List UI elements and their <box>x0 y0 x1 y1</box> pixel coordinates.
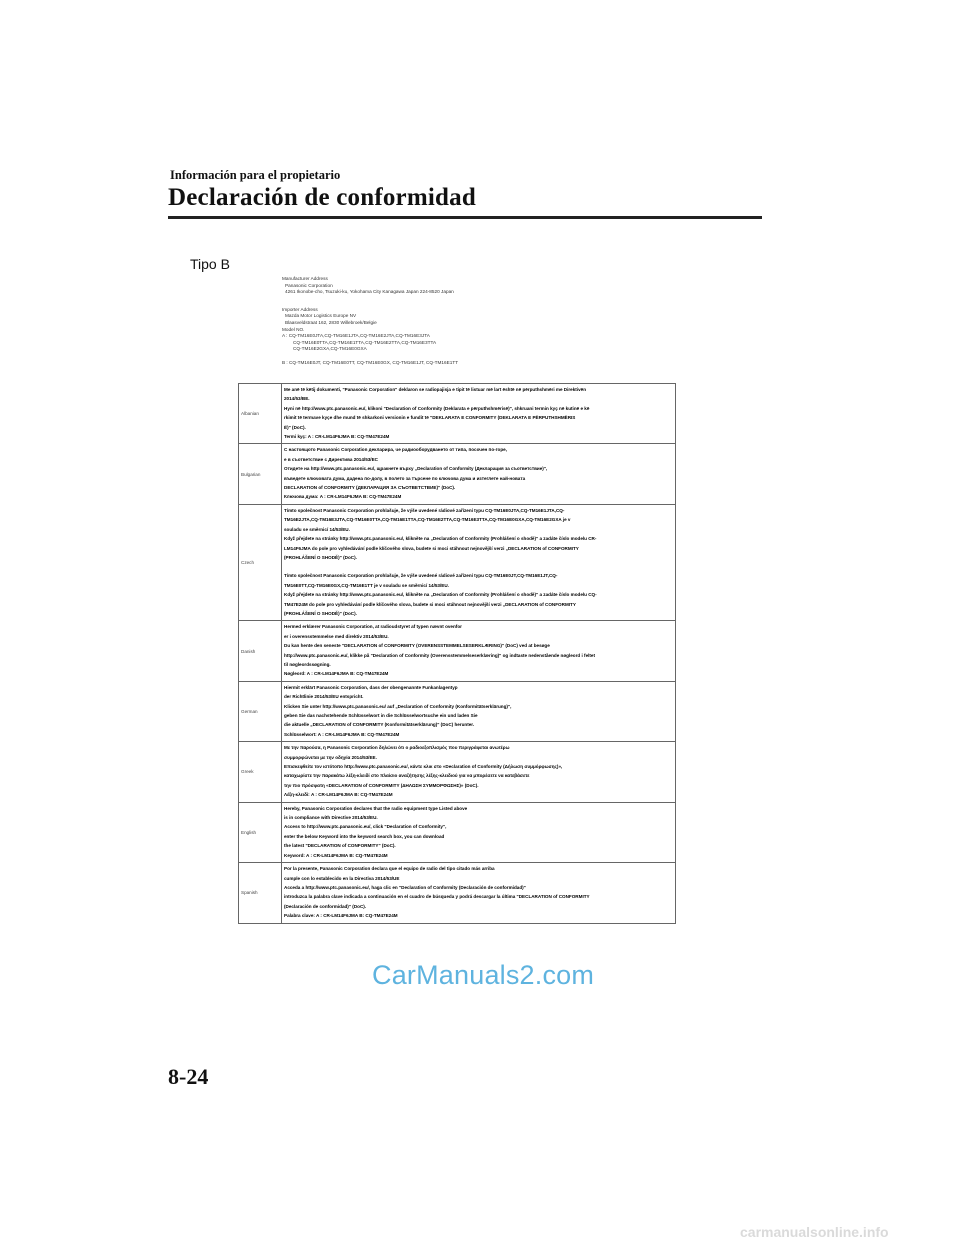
manufacturer-line: 4261 Ikonobe-cho, Tsuzuki-ku, Yokohama City Kanagawa Japan 224-8520 Japan <box>285 289 454 295</box>
declaration-text-cell <box>282 621 676 681</box>
declaration-line: е в съответствие с Директива 2014/53/ЕС <box>284 456 378 462</box>
declaration-line: καταχωρίστε την παρακάτω λέξη-κλειδί στο πλαίσιο αναζήτησης λέξης-κλειδιού για να μπορέσετε να κατεβάσετε <box>284 773 530 779</box>
declaration-line: Επισκεφθείτε τον ιστότοπο http://www.ptc.panasonic.eu/, κάντε κλικ στο «Declaration of Conformity (Δήλωση συμμόρφωσης)», <box>284 764 563 770</box>
declaration-line: Nøgleord: A : CR-LM14F6JMA B: CQ-TM47E24M <box>284 671 389 677</box>
declaration-line: Ключова дума: A : CR-LM14F6JMA B: CQ-TM47E24M <box>284 494 402 500</box>
declaration-line: er i overensstemmelse med direktiv 2014/53/EU. <box>284 633 389 639</box>
declaration-line: въведете ключовата дума, дадена по-долу, в полето за търсене по ключова дума и изтеглете най-новата <box>284 475 526 481</box>
manufacturer-block <box>282 276 582 367</box>
language-cell: Czech <box>239 504 282 620</box>
declaration-line: Schlüsselwort: A : CR-LM14F6JMA B: CQ-TM47E24M <box>284 731 400 737</box>
declaration-line: Tímto společnost Panasonic Corporation prohlašuje, že výše uvedené rádiové zařízení typu CQ-TM16E0JT,CQ-TM16E1JT,CQ- <box>284 573 558 579</box>
language-cell: Spanish <box>239 863 282 923</box>
model-line: CQ-TM16E0TTA,CQ-TM16E1TTA,CQ-TM16E2TTA,CQ-TM16E3TTA <box>293 339 437 345</box>
declaration-text-cell <box>282 504 676 620</box>
declaration-line: συμμορφώνεται με την οδηγία 2014/53/ΕΕ. <box>284 754 377 760</box>
declaration-text-cell <box>282 802 676 862</box>
table-row <box>239 802 676 862</box>
declaration-line: die aktuelle „DECLARATION of CONFORMITY (Konformitätserklärung)" (DoC) herunter. <box>284 722 475 728</box>
declaration-table <box>238 383 676 924</box>
declaration-line: cumple con lo establecido en la Directiva 2014/53/UE <box>284 875 400 881</box>
language-cell: Greek <box>239 742 282 802</box>
declaration-line: Termi kyç: A : CR-LM14F6JMA B: CQ-TM47E24M <box>284 434 390 440</box>
type-label: Tipo B <box>190 256 230 272</box>
model-line: A : CQ-TM16E0JTA,CQ-TM16E1JTA,CQ-TM16E2JTA,CQ-TM16E3JTA <box>282 333 430 339</box>
importer-line: Importer Address <box>282 306 318 312</box>
declaration-line: Když přejdete na stránky http://www.ptc.panasonic.eu/, klikněte na „Declaration of Conformity (Prohlášení o shodě)" a zadáte číslo modelu CR- <box>284 536 597 542</box>
language-cell: German <box>239 681 282 741</box>
footer-logo: carmanualsonline.info <box>740 1224 889 1240</box>
declaration-line: til nøgleordssøgning. <box>284 661 331 667</box>
declaration-line: 2014/53/BE. <box>284 396 310 402</box>
declaration-text-cell <box>282 681 676 741</box>
declaration-line: Tímto společnost Panasonic Corporation prohlašuje, že výše uvedené rádiové zařízení typu CQ-TM16E0JTA,CQ-TM16E1JTA,CQ- <box>284 507 565 513</box>
model-line: Model NO. <box>282 326 305 332</box>
watermark: CarManuals2.com <box>372 960 595 990</box>
declaration-text-cell <box>282 444 676 504</box>
declaration-line: introduzca la palabra clave indicada a continuación en el cuadro de búsqueda y podrá descargar la última "DECLARATION of CONFORMITY <box>284 894 590 900</box>
declaration-line: Me anë të këtij dokumenti, "Panasonic Corporation" deklaron se radiopajisja e tipit të listuar më lart është në përputhshmëri me Direktivën <box>284 387 587 392</box>
declaration-line: Λέξη-κλειδί: A : CR-LM14F6JMA B: CQ-TM47E24M <box>284 792 393 798</box>
declaration-text-cell <box>282 384 676 444</box>
declaration-line: την πιο πρόσφατη «DECLARATION of CONFORMITY (ΔΗΛΩΣΗ ΣΥΜΜΟΡΦΩΣΗΣ)» (DoC). <box>284 782 479 788</box>
declaration-line: Keyword: A : CR-LM14F6JMA B: CQ-TM47E24M <box>284 852 388 858</box>
declaration-line: (PROHLÁŠENÍ O SHODĚ)" (DoC). <box>284 554 357 560</box>
declaration-table-body <box>239 384 676 924</box>
declaration-line: TM16E0TT,CQ-TM16E0GX,CQ-TM16E1TT je v souladu se směrnicí 14/53/EU. <box>284 582 449 588</box>
declaration-line: rkimit të termave kyçe dhe mund të shkarkoni versionin e fundit të "DEKLARATA E CONFORMITY (DEKLARATA E PËRPUTHSHMËRIS <box>284 415 576 421</box>
table-row <box>239 621 676 681</box>
declaration-line: Hermed erklærer Panasonic Corporation, at radioudstyret af typen nævnt ovenfor <box>284 624 462 630</box>
table-row <box>239 504 676 620</box>
declaration-line: Hyni në http://www.ptc.panasonic.eu/, klikoni "Declaration of Conformity (Deklarata e përputhshmërisë)", shkruani termin kyç në kutinë e kë <box>284 405 590 411</box>
manufacturer-line: Manufacturer Address <box>282 276 328 281</box>
declaration-line: Hereby, Panasonic Corporation declares that the radio equipment type Listed above <box>284 805 468 811</box>
declaration-line: Με την παρούσα, η Panasonic Corporation δηλώνει ότι ο ραδιοεξοπλισμός που περιγράφεται ανωτέρω <box>284 745 510 751</box>
model-line: B : CQ-TM16E0JT, CQ-TM16E0TT, CQ-TM16E0GX, CQ-TM16E1JT, CQ-TM16E1TT <box>282 359 459 365</box>
language-cell: Bulgarian <box>239 444 282 504</box>
page-number: 8-24 <box>168 1064 209 1089</box>
importer-line: Blaasveldstraat 162, 2830 Willebroek/Belgie <box>285 319 377 325</box>
declaration-line: TM16E2JTA,CQ-TM16E3JTA,CQ-TM16E0TTA,CQ-TM16E1TTA,CQ-TM16E2TTA,CQ-TM16E3TTA,CQ-TM16E0GXA,CQ-TM16E2GXA je v <box>284 517 571 523</box>
section-label: Información para el propietario <box>170 168 341 182</box>
declaration-line: is in compliance with Directive 2014/53/EU. <box>284 815 378 821</box>
manufacturer-line: Panasonic Corporation <box>285 282 333 288</box>
declaration-line: Palabra clave: A : CR-LM14F6JMA B: CQ-TM47E24M <box>284 913 398 919</box>
table-row <box>239 742 676 802</box>
declaration-line: the latest "DECLARATION of CONFORMITY" (DoC). <box>284 843 396 849</box>
spacer <box>284 562 673 571</box>
declaration-line: (Declaración de conformidad)" (DoC). <box>284 903 367 909</box>
declaration-text-cell <box>282 863 676 923</box>
declaration-line: Отидете на http://www.ptc.panasonic.eu/, щракнете върху „Declaration of Conformity (Декларация за съответствие)", <box>284 466 548 472</box>
declaration-line: enter the below Keyword into the keyword search box, you can download <box>284 833 445 839</box>
declaration-line: Klicken Sie unter http://www.ptc.panasonic.eu/ auf „Declaration of Conformity (Konformitätserklärung)", <box>284 703 512 709</box>
declaration-line: Du kan hente den seneste "DECLARATION of CONFORMITY (OVERENSSTEMMELSESERKLÆRING)" (DoC) ved at besøge <box>284 643 550 649</box>
language-cell: Danish <box>239 621 282 681</box>
declaration-line: Když přejdete na stránky http://www.ptc.panasonic.eu/, klikněte na „Declaration of Conformity (Prohlášení o shodě)" a zadáte číslo modelu CQ- <box>284 592 597 598</box>
declaration-line: Ë)" (DoC). <box>284 424 306 430</box>
table-row <box>239 863 676 923</box>
declaration-line: Hiermit erklärt Panasonic Corporation, dass der obengenannte Funkanlagentyp <box>284 684 458 690</box>
declaration-line: geben Sie das nachstehende Schlüsselwort in die Schlüsselwortsuche ein und laden Sie <box>284 713 478 718</box>
title-divider <box>168 216 762 219</box>
declaration-line: (PROHLÁŠENÍ O SHODĚ)" (DoC). <box>284 610 357 616</box>
language-cell: Albanian <box>239 384 282 444</box>
declaration-line: der Richtlinie 2014/53/EU entspricht. <box>284 694 364 700</box>
declaration-line: souladu se směrnicí 14/53/EU. <box>284 526 350 532</box>
declaration-line: LM14F6JMA do pole pro vyhledávání podle klíčového slova, budete si moci stáhnout nejnovější verzi „DECLARATION of CONFORMITY <box>284 545 579 551</box>
table-row <box>239 384 676 444</box>
page-title: Declaración de conformidad <box>168 184 476 211</box>
declaration-line: С настоящото Panasonic Corporation декларира, че радиооборудването от типа, посочен по-горе, <box>284 447 507 453</box>
declaration-text-cell <box>282 742 676 802</box>
declaration-line: http://www.ptc.panasonic.eu/, klikke på "Declaration of Conformity (Overensstemmelseserklæring)" og indtaste nedenstående nøgleord i feltet <box>284 652 596 658</box>
language-cell: English <box>239 802 282 862</box>
declaration-line: DECLARATION of CONFORMITY (ДЕКЛАРАЦИЯ ЗА СЪОТВЕТСТВИЕ)" (DoC). <box>284 485 456 491</box>
model-line: CQ-TM16E2GXA,CQ-TM16E0GXA <box>293 346 367 352</box>
table-row <box>239 444 676 504</box>
declaration-line: TM47E24M do pole pro vyhledávání podle klíčového slova, budete si moci stáhnout nejnovější verzi „DECLARATION of CONFORMITY <box>284 601 576 607</box>
table-row <box>239 681 676 741</box>
declaration-line: Por la presente, Panasonic Corporation declara que el equipo de radio del tipo citado más arriba <box>284 866 495 872</box>
declaration-line: Access to http://www.ptc.panasonic.eu/, click "Declaration of Conformity", <box>284 824 447 830</box>
declaration-line: Acceda a http://www.ptc.panasonic.eu/, haga clic en "Declaration of Conformity (Declaración de conformidad)" <box>284 884 526 890</box>
importer-line: Mazda Motor Logistics Europe NV <box>285 313 357 319</box>
